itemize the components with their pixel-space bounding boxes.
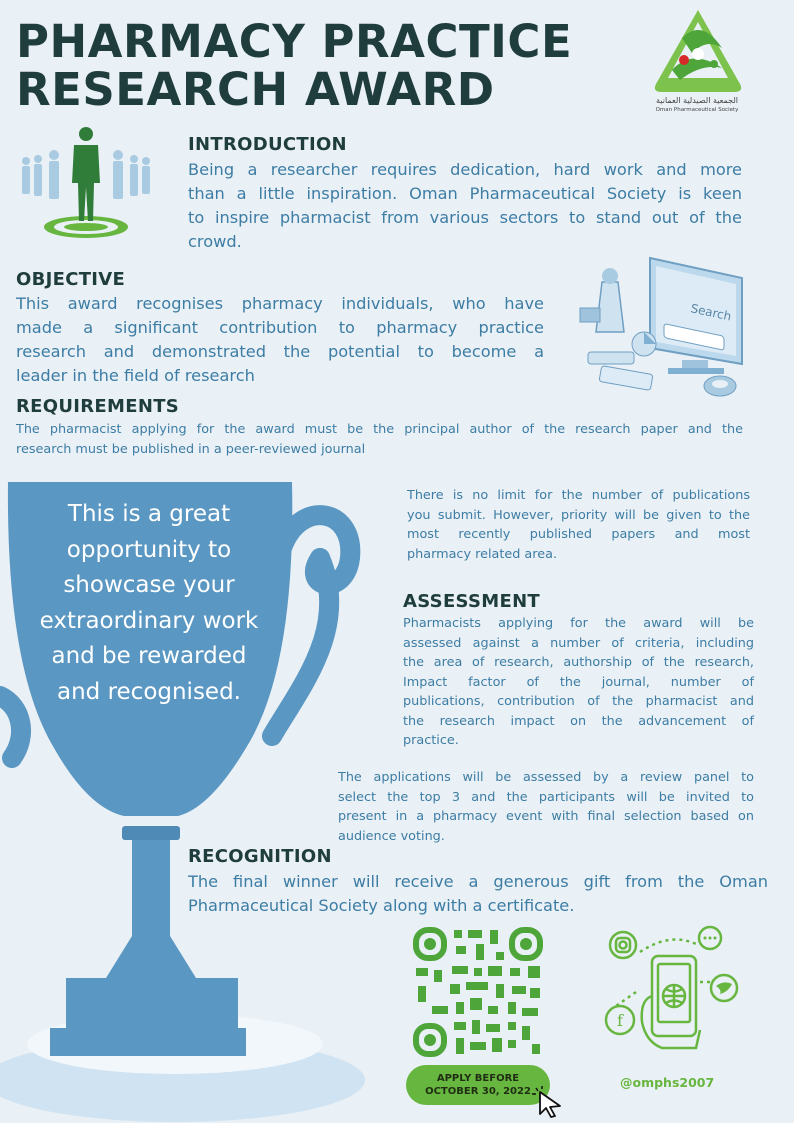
recognition-heading: RECOGNITION (188, 846, 332, 867)
social-handle[interactable]: @omphs2007 (620, 1075, 715, 1090)
svg-text:f: f (617, 1011, 623, 1030)
publications-text (407, 486, 750, 564)
recognition-line: The final winner will receive a generous gift from the Oman (188, 872, 768, 891)
trophy-line: opportunity to (66, 536, 232, 563)
title-line-2: RESEARCH AWARD (16, 63, 495, 116)
assessment-line: the area of research, authorship of the research, (403, 655, 754, 670)
trophy-line: extraordinary work (39, 607, 259, 634)
introduction-line: to inspire pharmacist from various sectors to stand out of the (188, 208, 742, 227)
assessment-line: the research impact on the advancement of (403, 713, 754, 729)
panel-line: The applications will be assessed by a review panel to (338, 770, 754, 785)
publications-line: There is no limit for the number of publications (407, 488, 750, 503)
assessment-line: publications, contribution of the pharmacist and (403, 694, 754, 709)
assessment-line: practice. (403, 733, 459, 748)
assessment-line: Pharmacists applying for the award will be (403, 616, 754, 631)
title-line-1: PHARMACY PRACTICE (16, 15, 573, 68)
publications-line: you submit. However, priority will be given to the (407, 507, 750, 523)
cursor-icon (532, 1086, 564, 1118)
trophy-line: and be rewarded (51, 643, 247, 669)
apply-line-2: OCTOBER 30, 2022 (425, 1086, 531, 1097)
apply-before-badge (406, 1065, 550, 1105)
recognition-text (188, 870, 768, 918)
oman-pharmaceutical-society-logo (652, 8, 744, 96)
introduction-line: Being a researcher requires dedication, hard work and more (188, 160, 742, 179)
trophy-line: showcase your (63, 572, 235, 598)
introduction-heading: INTRODUCTION (188, 134, 347, 155)
trophy-message (18, 497, 280, 710)
publications-line: most recently published papers and most (407, 527, 750, 542)
introduction-text (188, 158, 742, 254)
recognition-line: Pharmaceutical Society along with a certificate. (188, 896, 575, 915)
page-title (16, 15, 573, 116)
logo-english-text: Oman Pharmaceutical Society (655, 107, 739, 113)
assessment-heading: ASSESSMENT (403, 591, 541, 612)
objective-text (16, 292, 544, 388)
requirements-heading: REQUIREMENTS (16, 396, 180, 417)
objective-line: made a significant contribution to pharmacy practice (16, 318, 544, 337)
objective-heading: OBJECTIVE (16, 269, 126, 290)
social-phone-icon (600, 922, 750, 1062)
trophy-line: and recognised. (56, 678, 241, 705)
assessment-text (403, 614, 754, 751)
panel-line: select the top 3 and the participants will be invited to (338, 789, 754, 805)
requirements-line: research must be published in a peer-reviewed journal (16, 441, 366, 457)
objective-line: This award recognises pharmacy individuals, who have (16, 294, 544, 313)
logo-arabic-text: الجمعية الصيدلية العمانية (656, 96, 738, 105)
requirements-line: The pharmacist applying for the award must be the principal author of the research paper and the (16, 422, 743, 437)
qr-code-icon[interactable] (412, 926, 544, 1058)
publications-line: pharmacy related area. (407, 546, 558, 562)
introduction-line: than a little inspiration. Oman Pharmaceutical Society is keen (188, 184, 742, 203)
people-crowd-icon (16, 125, 156, 243)
search-computer-icon (572, 252, 754, 408)
introduction-line: crowd. (188, 232, 242, 251)
objective-line: research and demonstrated the potential to become a (16, 342, 544, 361)
review-panel-text (338, 768, 754, 846)
panel-line: audience voting. (338, 828, 445, 844)
assessment-line: Impact factor of the journal, number of (403, 674, 754, 690)
panel-line: present in a pharmacy event with final selection based on (338, 809, 754, 824)
trophy-line: This is a great (67, 501, 231, 527)
assessment-line: assessed against a number of criteria, including (403, 635, 754, 651)
apply-line-1: APPLY BEFORE (436, 1073, 520, 1084)
search-label: Search (689, 301, 733, 324)
requirements-text (16, 420, 743, 459)
objective-line: leader in the field of research (16, 366, 255, 385)
